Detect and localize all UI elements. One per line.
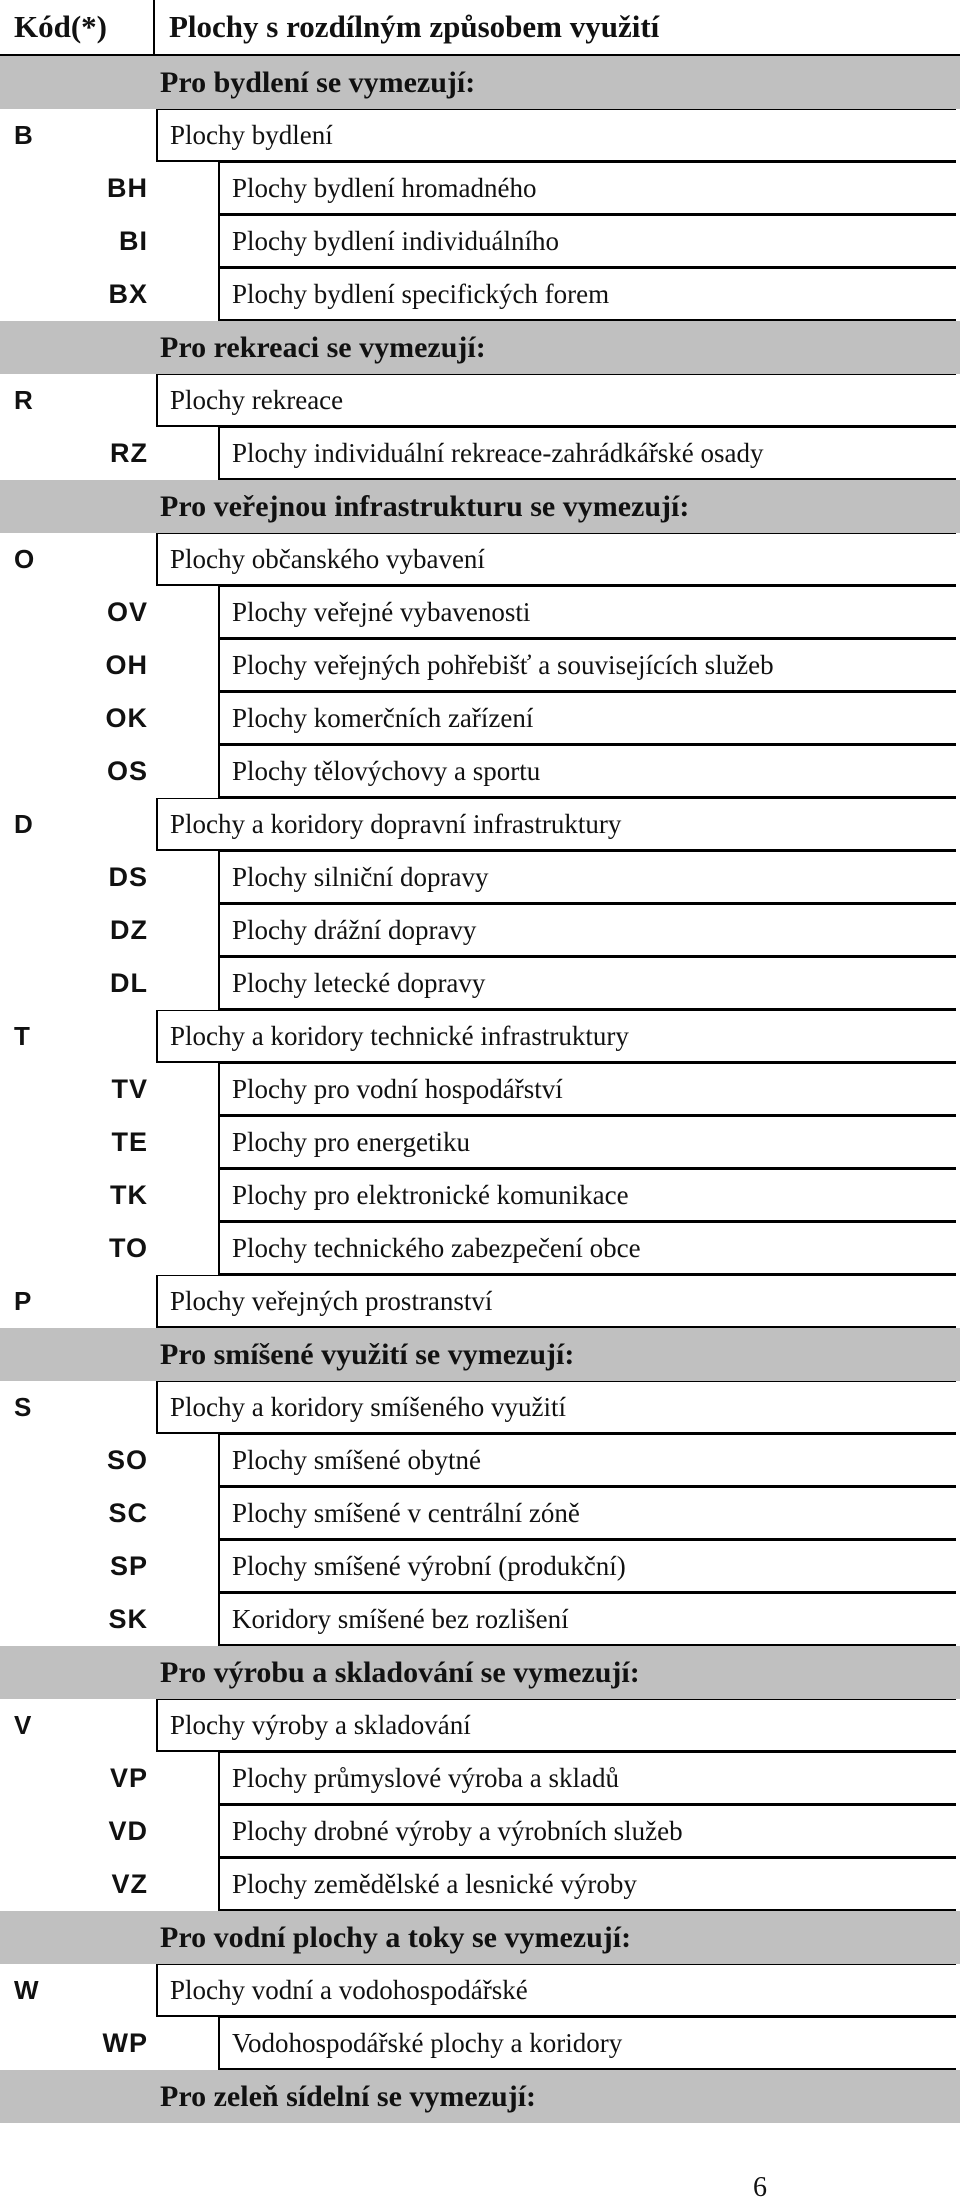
category-code: D	[14, 809, 33, 839]
category-row	[0, 374, 960, 427]
category-label: Plochy rekreace	[156, 374, 956, 427]
subcategory-code: BI	[119, 226, 148, 256]
subcategory-label: Vodohospodářské plochy a koridory	[218, 2017, 956, 2070]
category-code: T	[14, 1021, 30, 1051]
subcategory-label: Plochy tělovýchovy a sportu	[218, 745, 956, 798]
section-label: Pro veřejnou infrastrukturu se vymezují:	[160, 489, 690, 523]
subcategory-row	[0, 1487, 960, 1540]
subcategory-row	[0, 1222, 960, 1275]
subcategory-row	[0, 586, 960, 639]
subcategory-code: SC	[108, 1498, 148, 1528]
subcategory-row	[0, 639, 960, 692]
category-row	[0, 109, 960, 162]
subcategory-label: Plochy smíšené výrobní (produkční)	[218, 1540, 956, 1593]
section-header	[0, 1911, 960, 1964]
section-label: Pro rekreaci se vymezují:	[160, 330, 486, 364]
category-label: Plochy veřejných prostranství	[156, 1275, 956, 1328]
subcategory-row	[0, 1434, 960, 1487]
subcategory-code: BH	[107, 173, 148, 203]
subcategory-row	[0, 1593, 960, 1646]
category-code: S	[14, 1392, 32, 1422]
category-code: O	[14, 544, 35, 574]
subcategory-code: OK	[105, 703, 148, 733]
subcategory-row	[0, 1116, 960, 1169]
subcategory-label: Plochy bydlení specifických forem	[218, 268, 956, 321]
subcategory-code: VD	[108, 1816, 148, 1846]
subcategory-label: Plochy veřejné vybavenosti	[218, 586, 956, 639]
subcategory-code: WP	[102, 2028, 148, 2058]
subcategory-row	[0, 851, 960, 904]
page-number: 6	[753, 2172, 767, 2203]
category-label: Plochy občanského vybavení	[156, 533, 956, 586]
subcategory-label: Plochy technického zabezpečení obce	[218, 1222, 956, 1275]
section-header	[0, 56, 960, 109]
subcategory-code: TO	[108, 1233, 148, 1263]
subcategory-row	[0, 745, 960, 798]
section-header	[0, 1646, 960, 1699]
category-code: B	[14, 120, 33, 150]
category-label: Plochy a koridory dopravní infrastruktury	[156, 798, 956, 851]
subcategory-code: OH	[105, 650, 148, 680]
subcategory-code: VP	[109, 1763, 148, 1793]
category-label: Plochy vodní a vodohospodářské	[156, 1964, 956, 2017]
subcategory-code: BX	[108, 279, 148, 309]
section-header	[0, 1328, 960, 1381]
category-code: R	[14, 385, 33, 415]
category-label: Plochy bydlení	[156, 109, 956, 162]
subcategory-row	[0, 1805, 960, 1858]
subcategory-row	[0, 692, 960, 745]
section-label: Pro výrobu a skladování se vymezují:	[160, 1655, 640, 1689]
category-row	[0, 1699, 960, 1752]
category-label: Plochy výroby a skladování	[156, 1699, 956, 1752]
subcategory-row	[0, 1169, 960, 1222]
subcategory-label: Plochy pro energetiku	[218, 1116, 956, 1169]
subcategory-code: RZ	[110, 438, 148, 468]
subcategory-label: Plochy drobné výroby a výrobních služeb	[218, 1805, 956, 1858]
subcategory-row	[0, 1858, 960, 1911]
category-row	[0, 1275, 960, 1328]
subcategory-code: SK	[108, 1604, 148, 1634]
subcategory-label: Plochy komerčních zařízení	[218, 692, 956, 745]
subcategory-row	[0, 1540, 960, 1593]
subcategory-label: Plochy drážní dopravy	[218, 904, 956, 957]
section-label: Pro bydlení se vymezují:	[160, 65, 476, 99]
subcategory-code: OS	[106, 756, 148, 786]
subcategory-row	[0, 162, 960, 215]
subcategory-label: Plochy bydlení individuálního	[218, 215, 956, 268]
subcategory-code: VZ	[111, 1869, 148, 1899]
subcategory-code: TV	[111, 1074, 148, 1104]
category-label: Plochy a koridory smíšeného využití	[156, 1381, 956, 1434]
section-label: Pro vodní plochy a toky se vymezují:	[160, 1920, 632, 1954]
subcategory-label: Koridory smíšené bez rozlišení	[218, 1593, 956, 1646]
section-header	[0, 321, 960, 374]
subcategory-label: Plochy průmyslové výroba a skladů	[218, 1752, 956, 1805]
header-code-column: Kód(*)	[0, 0, 155, 56]
subcategory-code: SP	[109, 1551, 148, 1581]
subcategory-row	[0, 215, 960, 268]
subcategory-code: DZ	[110, 915, 148, 945]
header-title-column: Plochy s rozdílným způsobem využití	[155, 0, 960, 56]
category-row	[0, 798, 960, 851]
subcategory-label: Plochy pro vodní hospodářství	[218, 1063, 956, 1116]
subcategory-code: SO	[106, 1445, 148, 1475]
subcategory-row	[0, 2017, 960, 2070]
subcategory-code: DL	[110, 968, 148, 998]
subcategory-code: TK	[110, 1180, 148, 1210]
category-code: V	[14, 1710, 32, 1740]
section-header	[0, 480, 960, 533]
subcategory-row	[0, 427, 960, 480]
subcategory-label: Plochy smíšené v centrální zóně	[218, 1487, 956, 1540]
subcategory-label: Plochy smíšené obytné	[218, 1434, 956, 1487]
subcategory-row	[0, 268, 960, 321]
subcategory-label: Plochy pro elektronické komunikace	[218, 1169, 956, 1222]
subcategory-label: Plochy veřejných pohřebišť a souvisejících služeb	[218, 639, 956, 692]
subcategory-code: DS	[108, 862, 148, 892]
category-row	[0, 533, 960, 586]
category-code: W	[14, 1975, 39, 2005]
subcategory-label: Plochy individuální rekreace-zahrádkářské osady	[218, 427, 956, 480]
subcategory-code: OV	[106, 597, 148, 627]
subcategory-row	[0, 957, 960, 1010]
section-header	[0, 2070, 960, 2123]
category-row	[0, 1964, 960, 2017]
subcategory-label: Plochy letecké dopravy	[218, 957, 956, 1010]
subcategory-label: Plochy bydlení hromadného	[218, 162, 956, 215]
section-label: Pro smíšené využití se vymezují:	[160, 1337, 575, 1371]
section-label: Pro zeleň sídelní se vymezují:	[160, 2079, 537, 2113]
category-row	[0, 1010, 960, 1063]
subcategory-label: Plochy silniční dopravy	[218, 851, 956, 904]
subcategory-code: TE	[111, 1127, 148, 1157]
subcategory-row	[0, 1752, 960, 1805]
subcategory-label: Plochy zemědělské a lesnické výroby	[218, 1858, 956, 1911]
category-row	[0, 1381, 960, 1434]
subcategory-row	[0, 904, 960, 957]
category-code: P	[14, 1286, 32, 1316]
category-label: Plochy a koridory technické infrastruktury	[156, 1010, 956, 1063]
subcategory-row	[0, 1063, 960, 1116]
